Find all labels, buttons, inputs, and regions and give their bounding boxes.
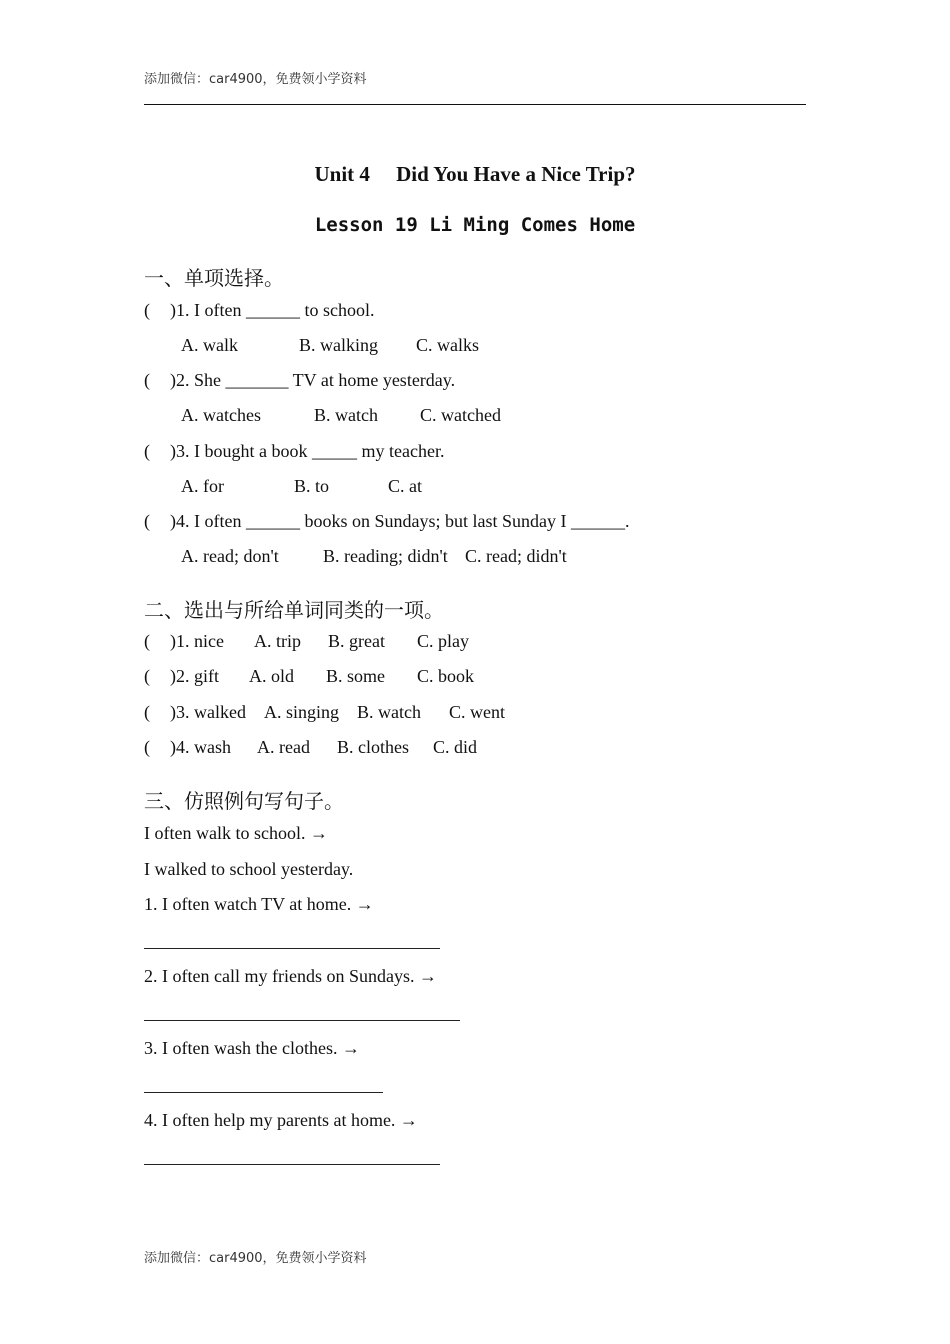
s1-q4-option-a: A. read; don't [181,546,279,566]
answer-paren[interactable]: ( [144,666,150,686]
answer-paren[interactable]: ( [144,370,150,390]
s2-q3-option-b: B. watch [357,702,421,722]
s1-q2-option-c: C. watched [420,405,501,425]
s1-question-3: ( )3. I bought a book _____ my teacher. [144,441,445,461]
s2-q2-option-a: A. old [249,666,294,686]
s3-item-4: 4. I often help my parents at home. → [144,1110,418,1130]
s2-q3-option-a: A. singing [264,702,340,722]
unit-title: Unit 4 Did You Have a Nice Trip? [314,162,636,186]
answer-paren[interactable]: ( [144,300,150,320]
s1-q2-option-b: B. watch [314,405,378,425]
header-rule [144,104,806,105]
s1-q3-option-b: B. to [294,476,330,496]
s1-question-1: ( )1. I often ______ to school. [144,300,375,320]
s3-item-3: 3. I often wash the clothes. → [144,1038,360,1058]
s2-q1-option-b: B. great [328,631,385,651]
s1-q2-option-a: A. watches [181,405,261,425]
s1-question-4: ( )4. I often ______ books on Sundays; but last Sunday I ______. [144,511,630,531]
answer-line-2[interactable] [144,1020,460,1021]
answer-line-3[interactable] [144,1092,383,1093]
answer-paren[interactable]: ( [144,441,150,461]
section1-heading: 一、单项选择。 [144,266,284,290]
answer-paren[interactable]: ( [144,702,150,722]
s2-q4-option-a: A. read [257,737,310,757]
s2-question-3: ( )3. walked [144,702,246,722]
s2-q3-option-c: C. went [449,702,505,722]
section2-heading: 二、选出与所给单词同类的一项。 [144,598,444,622]
s1-q1-option-c: C. walks [416,335,479,355]
s3-item-1: 1. I often watch TV at home. → [144,894,374,914]
header-note: 添加微信：car4900，免费领小学资料 [144,72,367,87]
s2-q4-option-b: B. clothes [337,737,409,757]
s1-q1-option-a: A. walk [181,335,238,355]
s2-question-2: ( )2. gift [144,666,219,686]
s1-q1-option-b: B. walking [299,335,378,355]
s1-q3-option-c: C. at [388,476,422,496]
s3-item-2: 2. I often call my friends on Sundays. → [144,966,437,986]
lesson-title: Lesson 19 Li Ming Comes Home [314,214,636,236]
example-answer: I walked to school yesterday. [144,859,354,879]
answer-paren[interactable]: ( [144,737,150,757]
s2-question-1: ( )1. nice [144,631,224,651]
section3-heading: 三、仿照例句写句子。 [144,789,344,813]
s2-q4-option-c: C. did [433,737,478,757]
s2-question-4: ( )4. wash [144,737,231,757]
s2-q1-option-c: C. play [417,631,469,651]
s2-q1-option-a: A. trip [254,631,301,651]
answer-paren[interactable]: ( [144,631,150,651]
footer-note: 添加微信：car4900，免费领小学资料 [144,1251,367,1266]
s2-q2-option-b: B. some [326,666,386,686]
answer-line-4[interactable] [144,1164,440,1165]
answer-paren[interactable]: ( [144,511,150,531]
s1-q4-option-c: C. read; didn't [465,546,567,566]
answer-line-1[interactable] [144,948,440,949]
s1-question-2: ( )2. She _______ TV at home yesterday. [144,370,456,390]
s1-q4-option-b: B. reading; didn't [323,546,448,566]
example-question: I often walk to school. → [144,823,328,843]
s2-q2-option-c: C. book [417,666,475,686]
s1-q3-option-a: A. for [181,476,224,496]
